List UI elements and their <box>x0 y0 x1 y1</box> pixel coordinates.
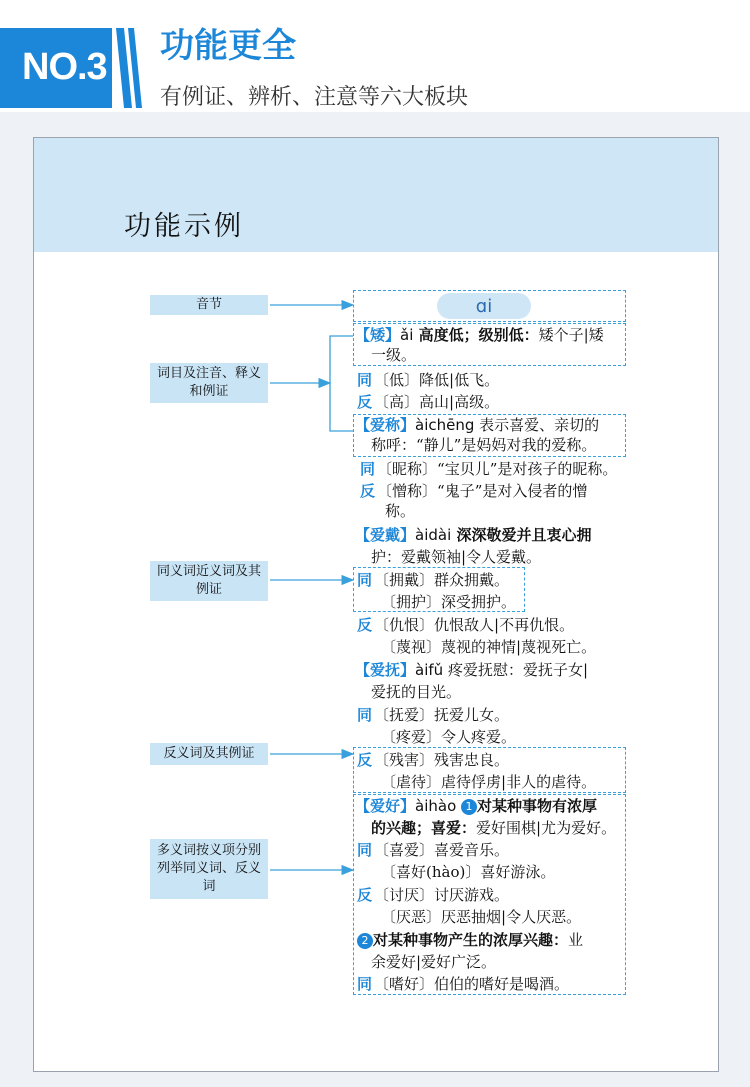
definition: 对某种事物产生的浓厚兴趣： <box>373 931 569 949</box>
badge-number: NO.3 <box>22 46 107 88</box>
syn-line <box>357 569 509 591</box>
syn-tag: 同 <box>360 460 376 478</box>
definition: 深深敬爱并且衷心拥 <box>451 526 592 544</box>
syn-word: 〔拥戴〕 <box>374 571 435 589</box>
syn-line <box>357 839 509 861</box>
definition: 护：爱戴领袖|令人爱戴。 <box>371 548 542 566</box>
ant-line <box>381 636 596 658</box>
section-subtitle: 有例证、辨析、注意等六大板块 <box>160 85 469 110</box>
syn-tag: 同 <box>357 371 373 389</box>
syn-example: “宝贝儿”是对孩子的昵称。 <box>437 460 618 478</box>
syn-example: 深受拥护。 <box>441 593 517 611</box>
example: 爱好围棋|尤为爱好。 <box>476 819 617 837</box>
label-synonym: 同义词近义词及其例证 <box>150 561 268 601</box>
syn-word: 〔疼爱〕 <box>381 728 442 746</box>
syn-word: 〔昵称〕 <box>377 460 438 478</box>
definition: 疼爱抚慰：爱抚子女| <box>443 661 588 679</box>
syn-tag: 同 <box>357 975 373 993</box>
definition: 对某种事物有浓厚 <box>477 797 598 815</box>
entry-line <box>371 817 616 839</box>
entry-line <box>355 414 599 436</box>
example: 矮个子|矮 <box>538 326 604 344</box>
definition: 称呼：“静儿”是妈妈对我的爱称。 <box>371 436 597 454</box>
syn-example: 伯伯的嗜好是喝酒。 <box>434 975 570 993</box>
syn-tag: 同 <box>357 571 373 589</box>
syllable-pill: ɑi <box>437 293 531 319</box>
ant-tag: 反 <box>357 616 373 634</box>
entry-line <box>371 344 416 366</box>
ant-word: 〔蔑视〕 <box>381 638 442 656</box>
headword: 【矮】 <box>355 326 401 344</box>
sense-number: 2 <box>357 933 373 949</box>
ant-line <box>357 614 574 636</box>
definition: 高度低；级别低： <box>413 326 539 344</box>
syn-tag: 同 <box>357 706 373 724</box>
label-syllable: 音节 <box>150 295 268 315</box>
card-title: 功能示例 <box>124 211 244 242</box>
headword: 【爱称】 <box>355 416 416 434</box>
ant-tag: 反 <box>357 751 373 769</box>
syn-line <box>381 591 516 613</box>
syn-word: 〔喜爱〕 <box>374 841 435 859</box>
ant-example: 残害忠良。 <box>434 751 510 769</box>
ant-example: 蔑视的神情|蔑视死亡。 <box>441 638 597 656</box>
ant-line <box>381 771 596 793</box>
sense-line <box>371 951 496 973</box>
example: 余爱好|爱好广泛。 <box>371 953 497 971</box>
pinyin: ǎi <box>400 326 414 344</box>
pinyin: àichēng <box>415 416 475 434</box>
headword: 【爱抚】 <box>355 661 416 679</box>
ant-line <box>360 480 587 502</box>
ant-word: 〔残害〕 <box>374 751 435 769</box>
ant-line <box>357 884 509 906</box>
syn-line <box>357 369 499 391</box>
entry-line <box>371 681 461 703</box>
syn-tag: 同 <box>357 841 373 859</box>
syn-line <box>360 458 617 480</box>
ant-line <box>385 500 415 522</box>
syn-word: 〔拥护〕 <box>381 593 442 611</box>
ant-line <box>357 391 499 413</box>
ant-example: 高山|高级。 <box>419 393 500 411</box>
syn-line <box>381 861 555 883</box>
entry-line <box>355 524 592 546</box>
pinyin: àidài <box>415 526 452 544</box>
syn-example: 喜爱音乐。 <box>434 841 510 859</box>
ant-example: 厌恶抽烟|令人厌恶。 <box>441 908 582 926</box>
ant-word: 〔高〕 <box>374 393 420 411</box>
ant-example: “鬼子”是对入侵者的憎 <box>437 482 588 500</box>
syn-word: 〔低〕 <box>374 371 420 389</box>
syn-word: 〔抚爱〕 <box>374 706 435 724</box>
definition: 表示喜爱、亲切的 <box>474 416 600 434</box>
ant-tag: 反 <box>360 482 376 500</box>
definition: 爱抚的目光。 <box>371 683 462 701</box>
example: 一级。 <box>371 346 417 364</box>
pinyin: àihào <box>415 797 457 815</box>
headword: 【爱戴】 <box>355 526 416 544</box>
entry-line <box>355 324 604 346</box>
label-antonym: 反义词及其例证 <box>150 743 268 765</box>
ant-tag: 反 <box>357 886 373 904</box>
section-title: 功能更全 <box>160 26 296 66</box>
syn-example: 降低|低飞。 <box>419 371 500 389</box>
label-polysemy: 多义词按义项分别列举同义词、反义词 <box>150 839 268 899</box>
syn-line <box>381 726 516 748</box>
ant-word: 〔虐待〕 <box>381 773 442 791</box>
entry-line <box>355 795 597 817</box>
label-entry: 词目及注音、释义和例证 <box>150 363 268 403</box>
entry-line <box>371 434 596 456</box>
ant-example: 讨厌游戏。 <box>434 886 510 904</box>
ant-example: 虐待俘虏|非人的虐待。 <box>441 773 597 791</box>
ant-example: 仇恨敌人|不再仇恨。 <box>434 616 575 634</box>
ant-word: 〔讨厌〕 <box>374 886 435 904</box>
ant-tag: 反 <box>357 393 373 411</box>
syn-example: 令人疼爱。 <box>441 728 517 746</box>
syn-example: 抚爱儿女。 <box>434 706 510 724</box>
syn-example: 群众拥戴。 <box>434 571 510 589</box>
ant-line <box>357 749 509 771</box>
headword: 【爱好】 <box>355 797 416 815</box>
syn-word: 〔喜好(hào)〕 <box>381 863 481 881</box>
syn-word: 〔嗜好〕 <box>374 975 435 993</box>
bracket-entry <box>330 336 353 431</box>
pinyin: àifǔ <box>415 661 444 679</box>
sense-number: 1 <box>461 799 477 815</box>
entry-line <box>371 546 541 568</box>
ant-line <box>381 906 581 928</box>
example: 业 <box>568 931 584 949</box>
syn-example: 喜好游泳。 <box>480 863 556 881</box>
sense-line <box>357 929 583 951</box>
ant-word: 〔仇恨〕 <box>374 616 435 634</box>
syn-line <box>357 704 509 726</box>
ant-word: 〔憎称〕 <box>377 482 438 500</box>
ant-word: 〔厌恶〕 <box>381 908 442 926</box>
ant-example: 称。 <box>385 502 416 520</box>
entry-line <box>355 659 588 681</box>
definition: 的兴趣；喜爱： <box>371 819 477 837</box>
syn-line <box>357 973 569 995</box>
